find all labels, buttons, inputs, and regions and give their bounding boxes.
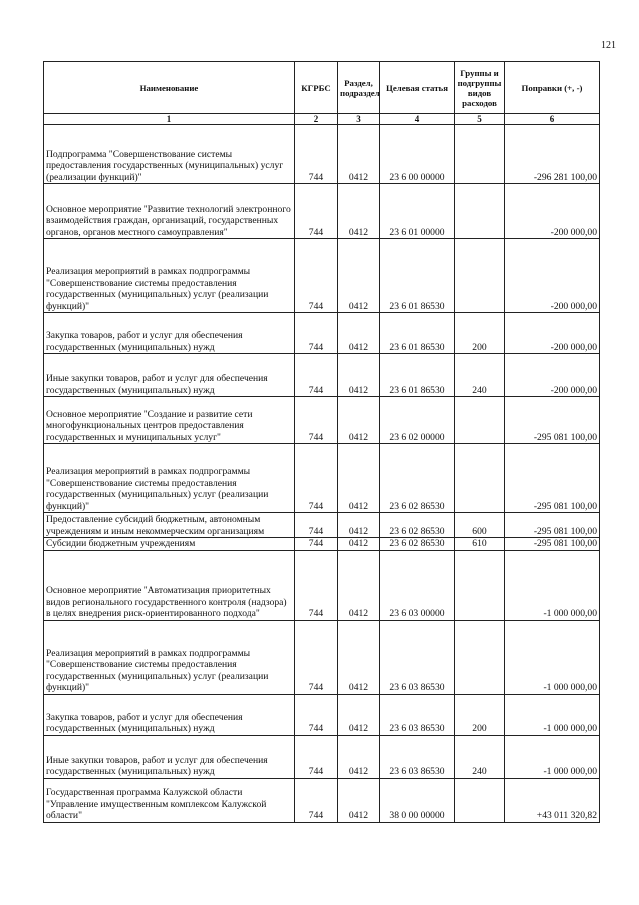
row-name-cell: Подпрограмма "Совершенствование системы предоставления государственных (муниципальных) услуг (реализации функций)" [44,125,295,184]
row-section-cell: 0412 [338,125,380,184]
column-number: 6 [505,114,600,125]
row-amount-cell: -1 000 000,00 [505,735,600,778]
row-section-cell: 0412 [338,444,380,513]
row-kgrbs-cell: 744 [295,694,338,735]
table-row [44,313,600,354]
row-name-cell: Закупка товаров, работ и услуг для обеспечения государственных (муниципальных) нужд [44,313,295,354]
row-amount-cell: -200 000,00 [505,313,600,354]
row-section-cell: 0412 [338,778,380,822]
row-group-cell [455,397,505,444]
row-target-cell: 23 6 03 86530 [380,620,455,694]
row-kgrbs-cell: 744 [295,735,338,778]
row-group-cell: 240 [455,735,505,778]
table-row [44,735,600,778]
row-section-cell: 0412 [338,620,380,694]
column-numbers-row [44,114,600,125]
header-target: Целевая статья [380,62,455,114]
row-name-cell: Основное мероприятие "Создание и развитие сети многофункциональных центров предоставления государственных и муниципальных услуг" [44,397,295,444]
row-kgrbs-cell: 744 [295,125,338,184]
row-group-cell [455,184,505,239]
budget-amendments-table [43,61,600,823]
table-row [44,239,600,313]
row-target-cell: 23 6 00 00000 [380,125,455,184]
row-group-cell: 600 [455,513,505,538]
row-name-cell: Государственная программа Калужской области "Управление имущественным комплексом Калужской области" [44,778,295,822]
row-name-cell: Реализация мероприятий в рамках подпрограммы "Совершенствование системы предоставления государственных (муниципальных) услуг (реализации функций)" [44,620,295,694]
row-section-cell: 0412 [338,354,380,397]
row-kgrbs-cell: 744 [295,397,338,444]
row-amount-cell: -200 000,00 [505,239,600,313]
row-target-cell: 23 6 02 00000 [380,397,455,444]
row-section-cell: 0412 [338,184,380,239]
row-name-cell: Основное мероприятие "Автоматизация приоритетных видов регионального государственного контроля (надзора) в целях внедрения риск-ориентированного подхода" [44,550,295,620]
row-group-cell: 200 [455,313,505,354]
row-kgrbs-cell: 744 [295,354,338,397]
table-row [44,125,600,184]
row-section-cell: 0412 [338,513,380,538]
table-row [44,354,600,397]
header-groups: Группы и подгруппы видов расходов [455,62,505,114]
row-name-cell: Закупка товаров, работ и услуг для обеспечения государственных (муниципальных) нужд [44,694,295,735]
row-section-cell: 0412 [338,694,380,735]
row-amount-cell: +43 011 320,82 [505,778,600,822]
row-amount-cell: -1 000 000,00 [505,620,600,694]
header-amendments: Поправки (+, -) [505,62,600,114]
row-kgrbs-cell: 744 [295,313,338,354]
header-name: Наименование [44,62,295,114]
row-group-cell [455,778,505,822]
column-number: 3 [338,114,380,125]
row-name-cell: Субсидии бюджетным учреждениям [44,538,295,551]
row-section-cell: 0412 [338,239,380,313]
table-row [44,694,600,735]
row-name-cell: Иные закупки товаров, работ и услуг для обеспечения государственных (муниципальных) нужд [44,354,295,397]
header-kgrbs: КГРБС [295,62,338,114]
row-amount-cell: -1 000 000,00 [505,694,600,735]
table-header-row [44,62,600,114]
row-kgrbs-cell: 744 [295,550,338,620]
row-group-cell: 610 [455,538,505,551]
row-target-cell: 23 6 01 86530 [380,239,455,313]
column-number: 1 [44,114,295,125]
table-row [44,184,600,239]
row-amount-cell: -295 081 100,00 [505,538,600,551]
row-group-cell: 240 [455,354,505,397]
row-name-cell: Предоставление субсидий бюджетным, автономным учреждениям и иным некоммерческим организациям [44,513,295,538]
column-number: 4 [380,114,455,125]
row-target-cell: 23 6 02 86530 [380,538,455,551]
row-kgrbs-cell: 744 [295,538,338,551]
row-target-cell: 23 6 01 86530 [380,354,455,397]
row-target-cell: 23 6 01 00000 [380,184,455,239]
row-group-cell [455,239,505,313]
column-number: 5 [455,114,505,125]
row-group-cell [455,444,505,513]
row-kgrbs-cell: 744 [295,620,338,694]
row-section-cell: 0412 [338,313,380,354]
row-target-cell: 23 6 02 86530 [380,444,455,513]
table-row [44,444,600,513]
page-number: 121 [601,40,616,51]
row-amount-cell: -1 000 000,00 [505,550,600,620]
row-amount-cell: -200 000,00 [505,184,600,239]
row-amount-cell: -295 081 100,00 [505,444,600,513]
row-section-cell: 0412 [338,550,380,620]
row-target-cell: 23 6 03 00000 [380,550,455,620]
row-target-cell: 23 6 01 86530 [380,313,455,354]
table-row [44,513,600,538]
row-name-cell: Основное мероприятие "Развитие технологий электронного взаимодействия граждан, организаций, государственных органов, органов местного самоуправления" [44,184,295,239]
row-section-cell: 0412 [338,735,380,778]
row-group-cell [455,620,505,694]
row-group-cell [455,125,505,184]
row-amount-cell: -295 081 100,00 [505,397,600,444]
row-section-cell: 0412 [338,538,380,551]
row-name-cell: Реализация мероприятий в рамках подпрограммы "Совершенствование системы предоставления государственных (муниципальных) услуг (реализации функций)" [44,239,295,313]
column-number: 2 [295,114,338,125]
table-row [44,538,600,551]
row-kgrbs-cell: 744 [295,239,338,313]
row-section-cell: 0412 [338,397,380,444]
row-amount-cell: -295 081 100,00 [505,513,600,538]
row-name-cell: Реализация мероприятий в рамках подпрограммы "Совершенствование системы предоставления государственных (муниципальных) услуг (реализации функций)" [44,444,295,513]
row-group-cell: 200 [455,694,505,735]
row-name-cell: Иные закупки товаров, работ и услуг для обеспечения государственных (муниципальных) нужд [44,735,295,778]
table-row [44,620,600,694]
row-group-cell [455,550,505,620]
row-kgrbs-cell: 744 [295,513,338,538]
table-row [44,778,600,822]
row-target-cell: 23 6 03 86530 [380,735,455,778]
table-row [44,550,600,620]
row-amount-cell: -296 281 100,00 [505,125,600,184]
table-row [44,397,600,444]
row-amount-cell: -200 000,00 [505,354,600,397]
row-target-cell: 23 6 02 86530 [380,513,455,538]
row-target-cell: 38 0 00 00000 [380,778,455,822]
row-target-cell: 23 6 03 86530 [380,694,455,735]
header-section: Раздел, подраздел [338,62,380,114]
row-kgrbs-cell: 744 [295,184,338,239]
row-kgrbs-cell: 744 [295,778,338,822]
row-kgrbs-cell: 744 [295,444,338,513]
